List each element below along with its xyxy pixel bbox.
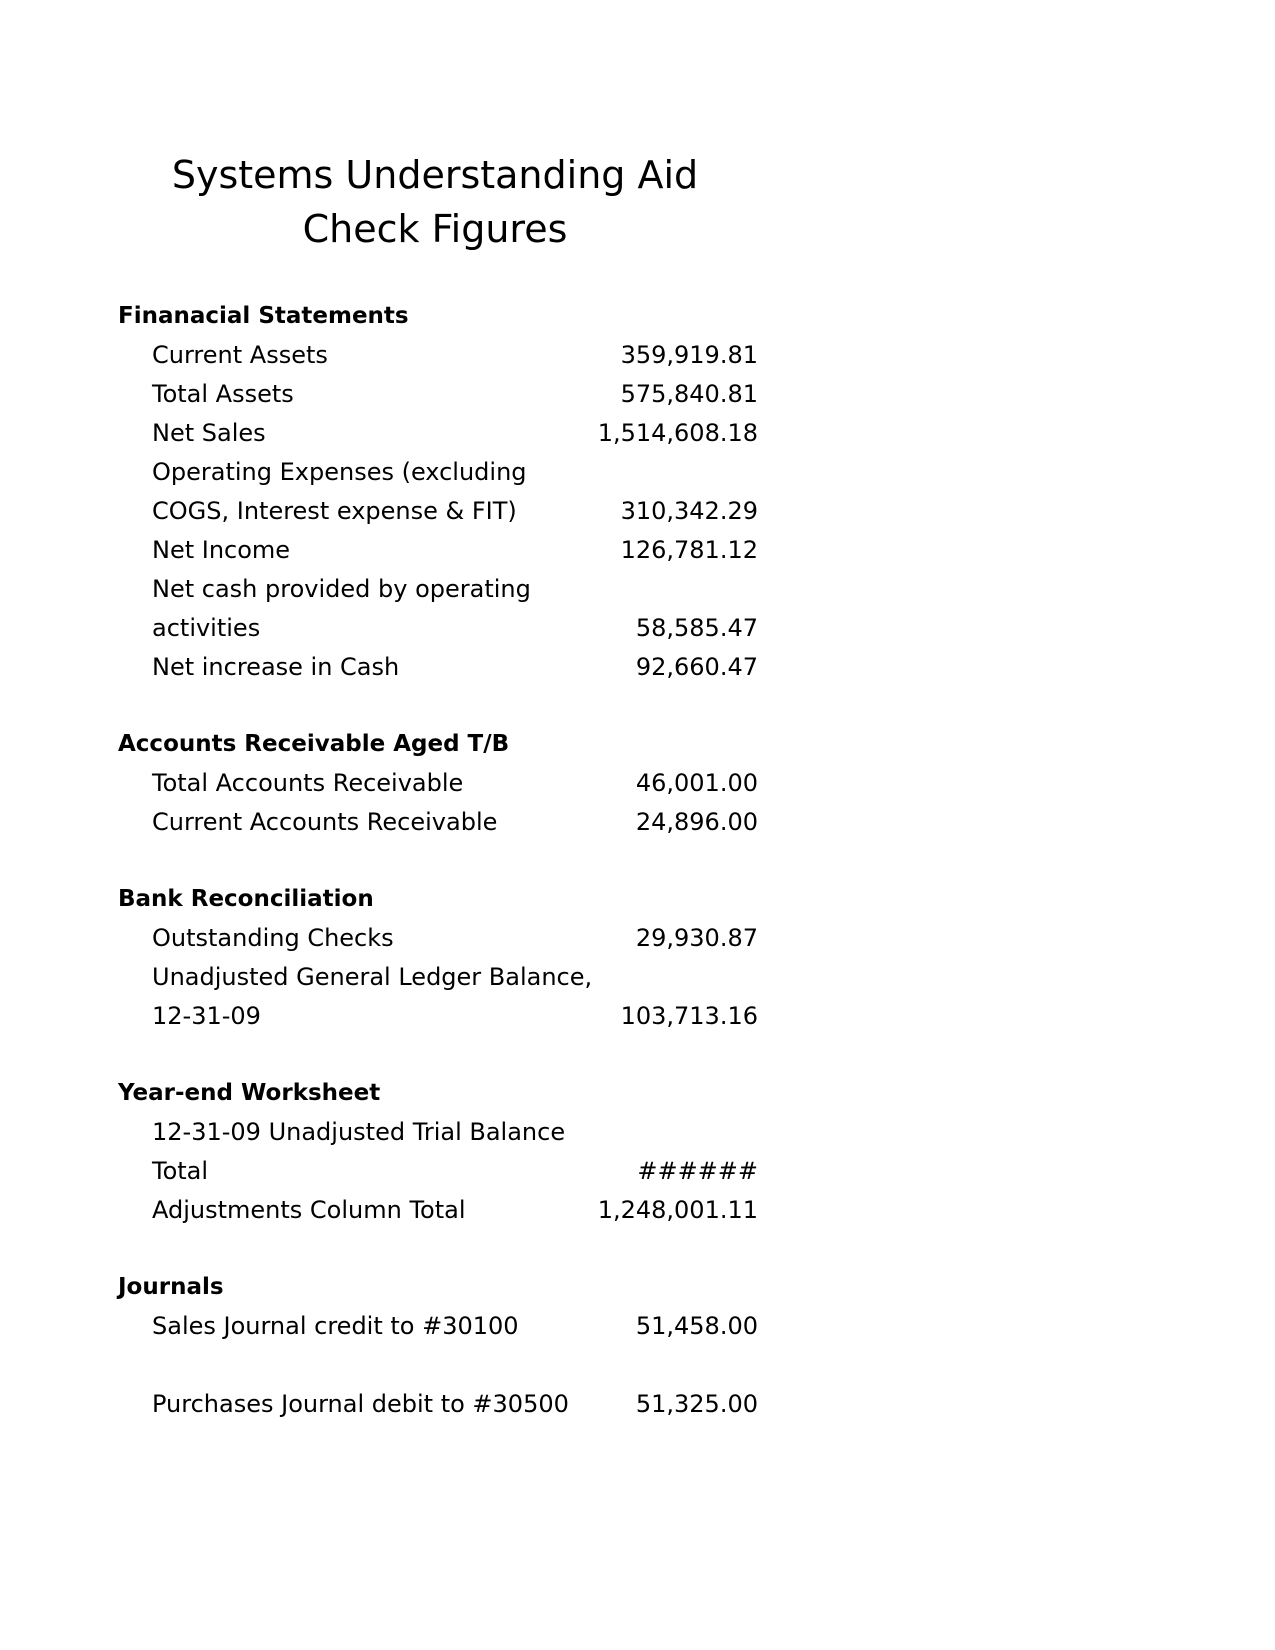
- document-subtitle: Check Figures: [302, 207, 568, 251]
- check-figures-list: [118, 297, 758, 1462]
- figure-row: [118, 414, 758, 453]
- figure-label: [118, 453, 596, 531]
- section: [118, 297, 758, 687]
- figure-row: [118, 648, 758, 687]
- row-spacer: [118, 1346, 758, 1385]
- figure-label: [118, 531, 596, 570]
- figure-label-line: Net Income: [152, 536, 291, 564]
- figure-label-line: Operating Expenses (excluding: [152, 458, 527, 486]
- figure-label-line: Net Sales: [152, 419, 266, 447]
- section: [118, 1074, 758, 1230]
- figure-row: [118, 570, 758, 648]
- figure-row: [118, 919, 758, 958]
- figure-row: [118, 1385, 758, 1424]
- figure-label-line: Net cash provided by operating: [152, 575, 531, 603]
- figure-row: [118, 1113, 758, 1191]
- figure-value: 575,840.81: [620, 380, 758, 408]
- figure-value: 51,458.00: [635, 1312, 758, 1340]
- section: [118, 725, 758, 842]
- figure-label-line: Net increase in Cash: [152, 653, 400, 681]
- figure-label-line: COGS, Interest expense & FIT): [152, 497, 517, 525]
- figure-value: 46,001.00: [635, 769, 758, 797]
- section-heading: Year-end Worksheet: [118, 1080, 381, 1106]
- figure-label: [118, 375, 596, 414]
- figure-value: 103,713.16: [620, 1002, 758, 1030]
- figure-label-line: Total: [152, 1157, 209, 1185]
- section-heading: Accounts Receivable Aged T/B: [118, 731, 510, 757]
- figure-row: [118, 1191, 758, 1230]
- figure-label: [118, 336, 596, 375]
- figure-value: 92,660.47: [635, 653, 758, 681]
- figure-label-line: Total Accounts Receivable: [152, 769, 464, 797]
- figure-label-line: Current Assets: [152, 341, 328, 369]
- figure-value: ######: [637, 1157, 758, 1185]
- figure-label: [118, 1113, 596, 1191]
- figure-row: [118, 336, 758, 375]
- figure-value: 310,342.29: [620, 497, 758, 525]
- figure-value: 58,585.47: [635, 614, 758, 642]
- figure-row: [118, 803, 758, 842]
- figure-label: [118, 1307, 596, 1346]
- figure-row: [118, 375, 758, 414]
- figure-label: [118, 570, 596, 648]
- figure-label-line: Adjustments Column Total: [152, 1196, 466, 1224]
- figure-label: [118, 414, 596, 453]
- figure-label-line: Outstanding Checks: [152, 924, 394, 952]
- figure-label-line: Sales Journal credit to #30100: [152, 1312, 519, 1340]
- figure-label: [118, 764, 596, 803]
- figure-row: [118, 1307, 758, 1346]
- figure-value: 51,325.00: [635, 1390, 758, 1418]
- figure-value: 1,248,001.11: [597, 1196, 758, 1224]
- section-heading: Finanacial Statements: [118, 303, 409, 329]
- figure-value: 1,514,608.18: [597, 419, 758, 447]
- figure-label: [118, 803, 596, 842]
- section-heading: Bank Reconciliation: [118, 886, 374, 912]
- figure-value: 29,930.87: [635, 924, 758, 952]
- figure-value: 359,919.81: [620, 341, 758, 369]
- figure-label-line: Purchases Journal debit to #30500: [152, 1390, 569, 1418]
- figure-label-line: Unadjusted General Ledger Balance,: [152, 963, 593, 991]
- figure-label-line: 12-31-09 Unadjusted Trial Balance: [152, 1118, 566, 1146]
- section-heading: Journals: [118, 1274, 224, 1300]
- figure-label-line: Current Accounts Receivable: [152, 808, 498, 836]
- figure-row: [118, 958, 758, 1036]
- figure-value: 126,781.12: [620, 536, 758, 564]
- figure-label: [118, 1385, 596, 1424]
- figure-value: 24,896.00: [635, 808, 758, 836]
- section: [118, 1268, 758, 1424]
- section: [118, 880, 758, 1036]
- figure-row: [118, 531, 758, 570]
- figure-label: [118, 1191, 596, 1230]
- figure-label-line: activities: [152, 614, 261, 642]
- figure-label: [118, 958, 596, 1036]
- figure-row: [118, 453, 758, 531]
- figure-label: [118, 648, 596, 687]
- figure-label-line: 12-31-09: [152, 1002, 261, 1030]
- figure-label-line: Total Assets: [152, 380, 294, 408]
- document-title: Systems Understanding Aid: [171, 153, 699, 197]
- figure-label: [118, 919, 596, 958]
- figure-row: [118, 764, 758, 803]
